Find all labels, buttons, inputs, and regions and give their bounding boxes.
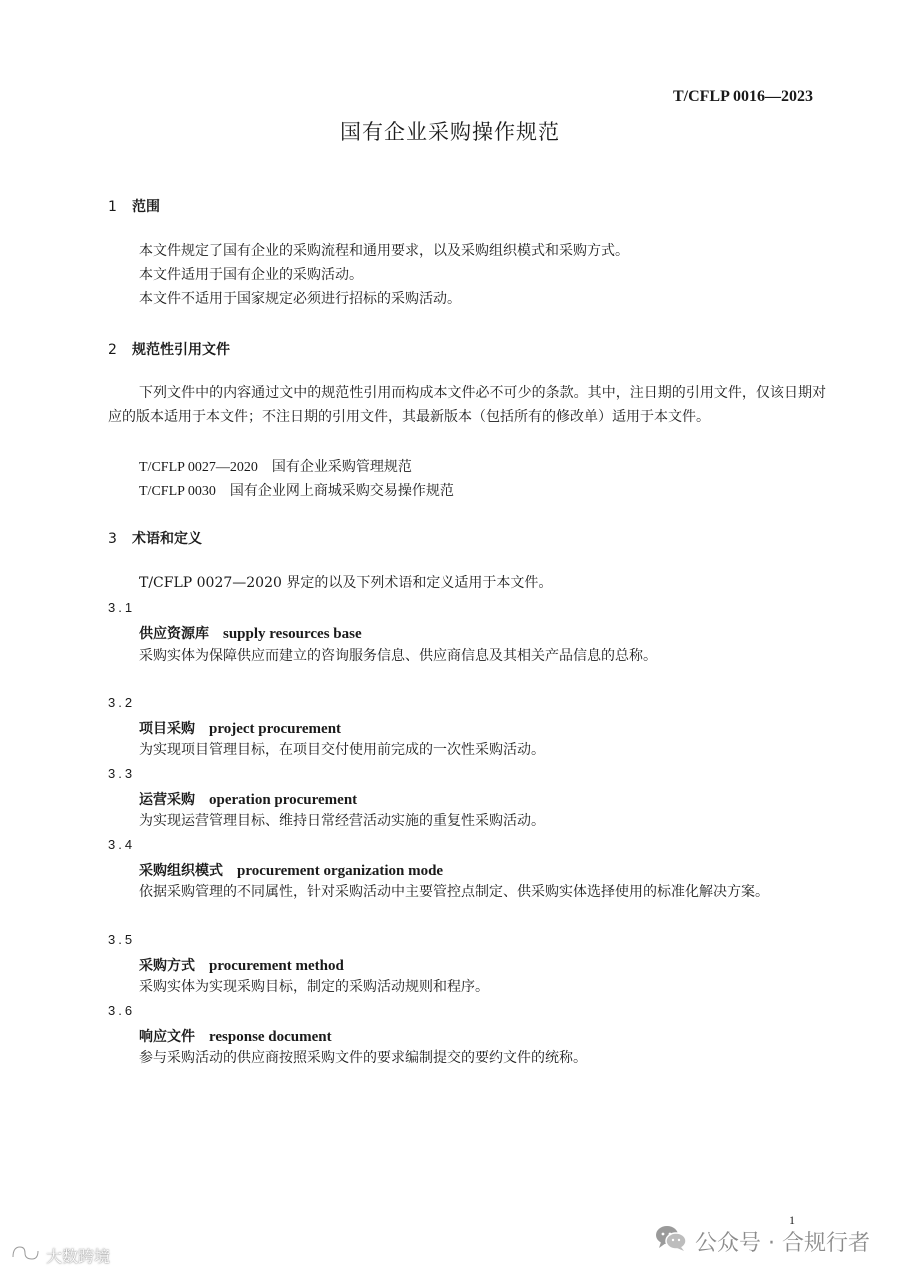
section-title: 术语和定义 [132,531,202,547]
term-name [139,718,341,738]
term-name-en: project procurement [209,721,342,737]
brand-watermark-text: 大数跨境 [46,1246,111,1266]
term-name [139,955,344,975]
reference-line [139,457,412,478]
term-name-cn: 采购方式 [139,958,195,974]
terms-intro: T/CFLP 0027—2020 界定的以及下列术语和定义适用于本文件。 [139,575,553,591]
term-definition [108,1046,826,1070]
section-title: 规范性引用文件 [132,342,230,358]
reference-code: T/CFLP 0027—2020 [139,460,258,475]
term-definition [108,975,826,999]
scope-line: 本文件规定了国有企业的采购流程和通用要求，以及采购组织模式和采购方式。 [139,243,629,259]
term-name [139,1026,332,1046]
section-heading [108,339,230,359]
term-name [139,860,443,880]
term-name [139,623,362,643]
section-heading [108,528,202,548]
term-definition [108,644,826,668]
term-number: 3.1 [108,600,136,615]
term-number: 3.3 [108,766,136,781]
wechat-watermark [655,1224,870,1258]
scope-line: 本文件适用于国有企业的采购活动。 [139,267,363,283]
term-name-en: operation procurement [209,792,358,808]
term-definition-text: 依据采购管理的不同属性，针对采购活动中主要管控点制定、供采购实体选择使用的标准化解决方案。 [139,884,769,900]
section-title: 范围 [132,199,160,215]
standard-code: T/CFLP 0016—2023 [672,88,813,105]
term-definition-text: 为实现运营管理目标、维持日常经营活动实施的重复性采购活动。 [139,813,545,829]
term-name-en: procurement organization mode [237,863,444,879]
normative-intro-text: 下列文件中的内容通过文中的规范性引用而构成本文件必不可少的条款。其中，注日期的引用文件，仅该日期对应的版本适用于本文件；不注日期的引用文件，其最新版本（包括所有的修改单）适用于本文件。 [108,385,826,425]
term-definition-text: 采购实体为实现采购目标，制定的采购活动规则和程序。 [139,979,489,995]
wechat-watermark-text: 公众号 · 合规行者 [695,1230,870,1256]
reference-title: 国有企业网上商城采购交易操作规范 [229,483,454,499]
scope-line: 本文件不适用于国家规定必须进行招标的采购活动。 [139,291,461,307]
term-name [139,789,357,809]
term-definition [108,880,826,904]
term-number: 3.6 [108,1003,136,1018]
term-name-en: procurement method [209,958,344,974]
term-name-cn: 供应资源库 [139,626,209,642]
section-number: 1 [108,199,117,215]
brand-watermark [10,1243,110,1267]
document-title: 国有企业采购操作规范 [340,120,560,144]
term-definition-text: 为实现项目管理目标，在项目交付使用前完成的一次性采购活动。 [139,742,545,758]
term-name-cn: 运营采购 [139,792,195,808]
page-number: 1 [789,1213,795,1227]
term-number: 3.4 [108,837,136,852]
logo-icon [10,1243,40,1267]
term-definition-text: 参与采购活动的供应商按照采购文件的要求编制提交的要约文件的统称。 [139,1050,587,1066]
term-number: 3.5 [108,932,136,947]
section-heading [108,196,160,216]
term-name-en: response document [209,1029,332,1045]
wechat-icon [655,1224,687,1258]
normative-intro [108,381,826,429]
term-name-cn: 采购组织模式 [139,863,223,879]
term-definition-text: 采购实体为保障供应而建立的咨询服务信息、供应商信息及其相关产品信息的总称。 [139,648,657,664]
term-name-cn: 响应文件 [139,1029,195,1045]
term-number: 3.2 [108,695,136,710]
term-name-cn: 项目采购 [139,721,195,737]
section-number: 2 [108,342,117,358]
term-definition [108,738,826,762]
reference-title: 国有企业采购管理规范 [271,459,412,475]
term-name-en: supply resources base [223,626,362,642]
reference-line [139,481,454,502]
reference-code: T/CFLP 0030 [139,484,216,499]
section-number: 3 [108,531,117,547]
term-definition [108,809,826,833]
